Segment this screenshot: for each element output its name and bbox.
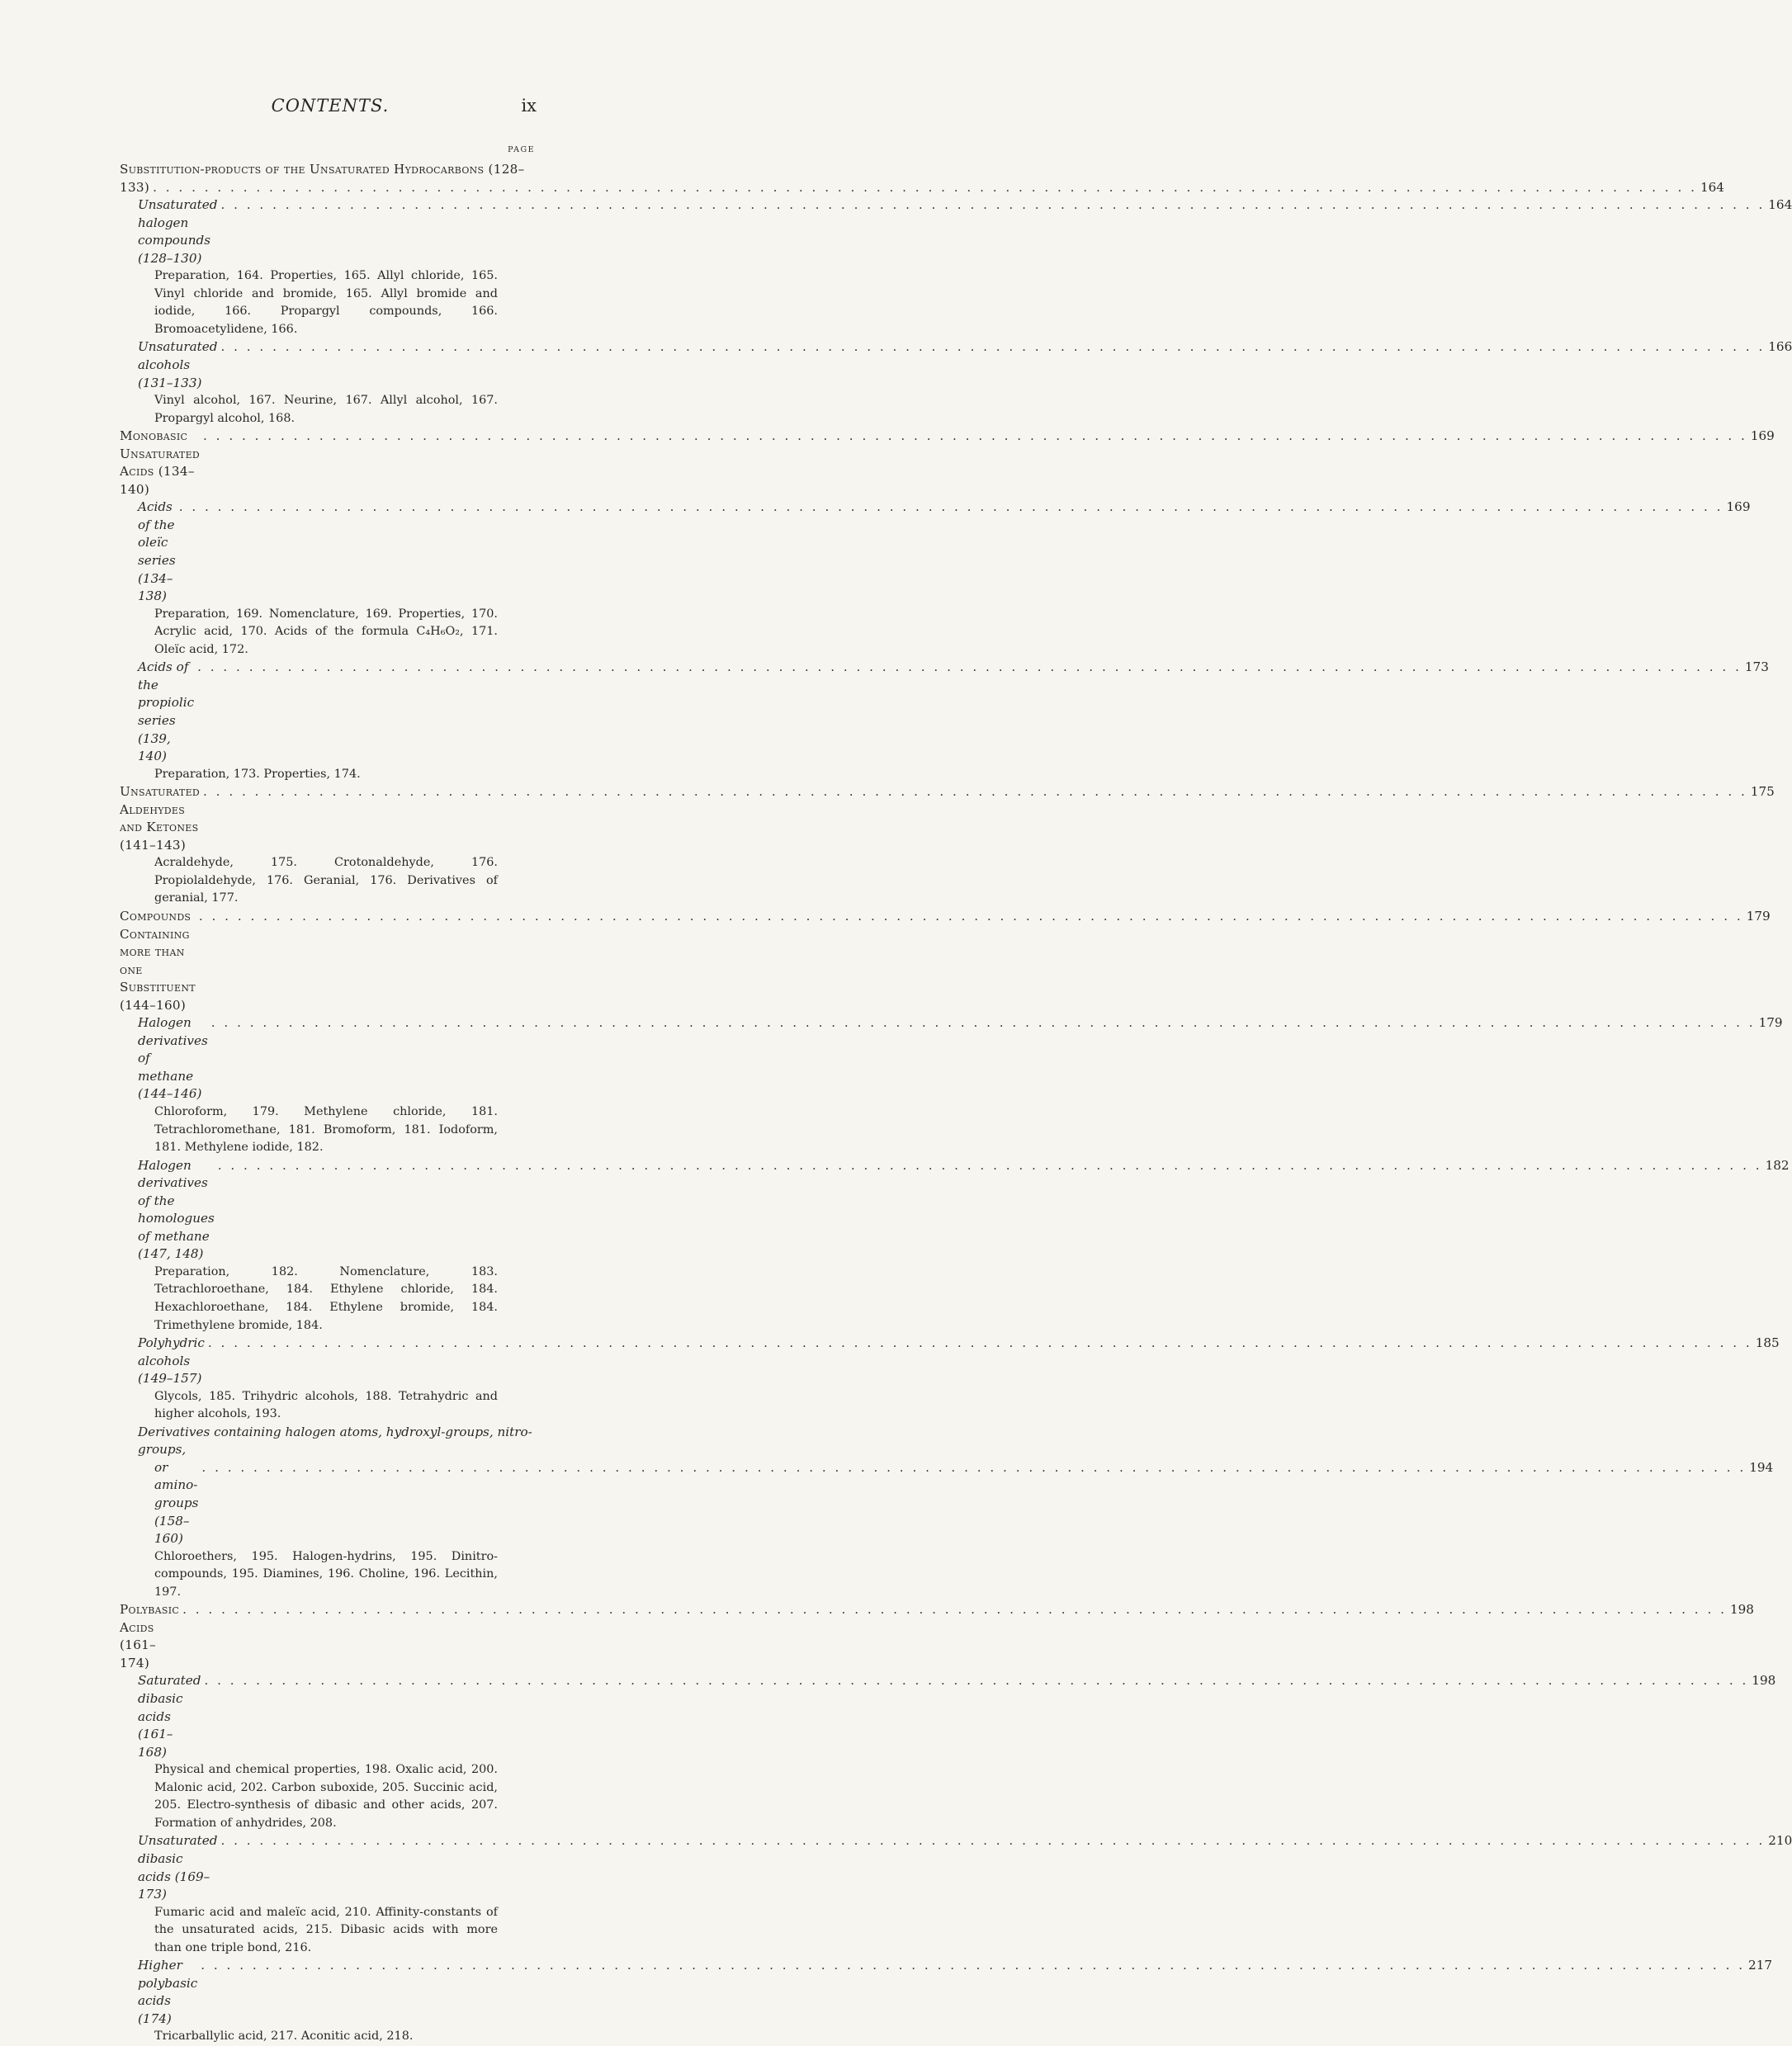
toc-entry-title: Unsaturated dibasic acids (169–173) bbox=[138, 1833, 218, 1902]
toc-entry-title: Halogen derivatives of the homologues of methane (147, 148) bbox=[138, 1157, 215, 1262]
toc-entry-title: Saturated dibasic acids (161–168) bbox=[138, 1673, 201, 1760]
toc-entry-title: Polyhydric alcohols (149–157) bbox=[138, 1335, 205, 1387]
toc-entry-title: Compounds Containing more than one Substituent (144–160) bbox=[120, 908, 196, 1013]
toc-entry-title-line2: or amino-groups (158–160) bbox=[154, 1459, 199, 1547]
toc-subsection-entry bbox=[120, 1832, 1792, 1903]
toc-entry-row bbox=[120, 179, 1724, 197]
toc-page-number: 194 bbox=[1749, 1459, 1774, 1475]
toc-page-number: 164 bbox=[1700, 179, 1724, 195]
toc-page-number: 185 bbox=[1755, 1335, 1780, 1351]
toc-page-number: 175 bbox=[1750, 784, 1775, 800]
toc-subsection-entry bbox=[120, 1335, 1780, 1388]
toc-entry-row bbox=[138, 196, 1792, 267]
toc-subsection-entry bbox=[120, 338, 1792, 392]
toc-page-number: 169 bbox=[1750, 428, 1775, 444]
toc-subsection-entry bbox=[120, 1672, 1776, 1761]
toc-subsection-entry bbox=[120, 1014, 1783, 1103]
toc-subentry-list: Preparation, 182. Nomenclature, 183. Tetrachloroethane, 184. Ethylene chloride, 184. Hexachloroethane, 184. Ethylene bromide, 184. Trimethylene bromide, 184. bbox=[154, 1264, 498, 1332]
running-head-title: CONTENTS. bbox=[271, 96, 390, 116]
toc-entry-title: Halogen derivatives of methane (144–146) bbox=[138, 1015, 208, 1102]
toc-entry-title-line1: Substitution-products of the Unsaturated Hydrocarbons (128– bbox=[120, 162, 525, 177]
dot-leader: . . . . . . . . . . . . . . . . . . . . . . . . . . . . . . . . . . . . . . . . . . . . . . . . . . . . . . . . . . . . . . . . . . . . . . . . . . . . . . . . . . . . . . . . . . . . . . . . . . . . . . . . . . . . . . . . . . . . . . . . bbox=[178, 499, 1723, 515]
dot-leader: . . . . . . . . . . . . . . . . . . . . . . . . . . . . . . . . . . . . . . . . . . . . . . . . . . . . . . . . . . . . . . . . . . . . . . . . . . . . . . . . . . . . . . . . . . . . . . . . . . . . . . . . . . . . . . . . . . . . . . . . bbox=[182, 1602, 1727, 1618]
dot-leader: . . . . . . . . . . . . . . . . . . . . . . . . . . . . . . . . . . . . . . . . . . . . . . . . . . . . . . . . . . . . . . . . . . . . . . . . . . . . . . . . . . . . . . . . . . . . . . . . . . . . . . . . . . . . . . . . . . . . . . . . bbox=[217, 1157, 1762, 1173]
toc-entry-row bbox=[138, 499, 1751, 605]
toc-subentry-list: Vinyl alcohol, 167. Neurine, 167. Allyl alcohol, 167. Propargyl alcohol, 168. bbox=[154, 394, 498, 425]
toc-entry-title: Monobasic Unsaturated Acids (134–140) bbox=[120, 428, 201, 497]
toc-subentry-list: Glycols, 185. Trihydric alcohols, 188. Tetrahydric and higher alcohols, 193. bbox=[154, 1389, 498, 1421]
toc-subsection-entry bbox=[120, 196, 1792, 267]
toc-entry-row bbox=[138, 338, 1792, 392]
dot-leader: . . . . . . . . . . . . . . . . . . . . . . . . . . . . . . . . . . . . . . . . . . . . . . . . . . . . . . . . . . . . . . . . . . . . . . . . . . . . . . . . . . . . . . . . . . . . . . . . . . . . . . . . . . . . . . . . . . . . . . . . bbox=[220, 1833, 1766, 1849]
toc-subentry-list: Preparation, 173. Properties, 174. bbox=[154, 767, 361, 781]
toc-subentry-list: Chloroethers, 195. Halogen-hydrins, 195. Dinitro-compounds, 195. Diamines, 196. Choline, 196. Lecithin, 197. bbox=[154, 1549, 498, 1599]
toc-section-entry bbox=[120, 783, 1775, 854]
toc-entry-row bbox=[120, 428, 1775, 499]
running-head bbox=[0, 96, 660, 120]
toc-entry-title: Acids of the oleïc series (134–138) bbox=[138, 499, 176, 604]
dot-leader: . . . . . . . . . . . . . . . . . . . . . . . . . . . . . . . . . . . . . . . . . . . . . . . . . . . . . . . . . . . . . . . . . . . . . . . . . . . . . . . . . . . . . . . . . . . . . . . . . . . . . . . . . . . . . . . . . . . . . . . . bbox=[204, 1673, 1749, 1689]
toc-page-number: 166 bbox=[1768, 339, 1792, 355]
toc-page-number: 173 bbox=[1744, 659, 1769, 675]
toc-subentry-list: Preparation, 164. Properties, 165. Allyl chloride, 165. Vinyl chloride and bromide, 165. Allyl bromide and iodide, 166. Propargyl compounds, 166. Bromoacetylidene, 166. bbox=[154, 269, 498, 336]
toc-entry-title-line2: 133) bbox=[120, 179, 150, 195]
toc-page-number: 198 bbox=[1752, 1673, 1776, 1689]
toc-subentry-list: Chloroform, 179. Methylene chloride, 181. Tetrachloromethane, 181. Bromoform, 181. Iodoform, 181. Methylene iodide, 182. bbox=[154, 1104, 498, 1155]
toc-entry-row bbox=[138, 1459, 1774, 1548]
dot-leader: . . . . . . . . . . . . . . . . . . . . . . . . . . . . . . . . . . . . . . . . . . . . . . . . . . . . . . . . . . . . . . . . . . . . . . . . . . . . . . . . . . . . . . . . . . . . . . . . . . . . . . . . . . . . . . . . . . . . . . . . bbox=[220, 197, 1766, 213]
toc-subsection-entry bbox=[120, 1957, 1773, 2028]
toc-section-entry bbox=[120, 1601, 1754, 1672]
toc-subsection-entry bbox=[120, 1157, 1790, 1264]
toc-section-entry bbox=[120, 161, 1724, 196]
dot-leader: . . . . . . . . . . . . . . . . . . . . . . . . . . . . . . . . . . . . . . . . . . . . . . . . . . . . . . . . . . . . . . . . . . . . . . . . . . . . . . . . . . . . . . . . . . . . . . . . . . . . . . . . . . . . . . . . . . . . . . . . bbox=[197, 659, 1742, 675]
toc-entry-row bbox=[138, 1014, 1783, 1103]
page-column-label: PAGE bbox=[508, 145, 535, 154]
toc-page-number: 198 bbox=[1729, 1602, 1754, 1618]
toc-entry-row bbox=[138, 1157, 1790, 1264]
toc-entry-row bbox=[138, 1335, 1780, 1388]
toc-entry-title: Unsaturated halogen compounds (128–130) bbox=[138, 197, 218, 266]
toc-section-entry bbox=[120, 908, 1771, 1014]
dot-leader: . . . . . . . . . . . . . . . . . . . . . . . . . . . . . . . . . . . . . . . . . . . . . . . . . . . . . . . . . . . . . . . . . . . . . . . . . . . . . . . . . . . . . . . . . . . . . . . . . . . . . . . . . . . . . . . . . . . . . . . . bbox=[210, 1015, 1756, 1031]
toc-entry-title: Acids of the propiolic series (139, 140) bbox=[138, 659, 195, 764]
toc-section-entry bbox=[120, 428, 1775, 499]
dot-leader: . . . . . . . . . . . . . . . . . . . . . . . . . . . . . . . . . . . . . . . . . . . . . . . . . . . . . . . . . . . . . . . . . . . . . . . . . . . . . . . . . . . . . . . . . . . . . . . . . . . . . . . . . . . . . . . . . . . . . . . . bbox=[201, 1958, 1746, 1973]
toc-subsection-entry bbox=[120, 659, 1769, 765]
dot-leader: . . . . . . . . . . . . . . . . . . . . . . . . . . . . . . . . . . . . . . . . . . . . . . . . . . . . . . . . . . . . . . . . . . . . . . . . . . . . . . . . . . . . . . . . . . . . . . . . . . . . . . . . . . . . . . . . . . . . . . . . bbox=[207, 1335, 1752, 1351]
toc-subentry-list: Preparation, 169. Nomenclature, 169. Properties, 170. Acrylic acid, 170. Acids of the formula C₄H₆O₂, 171. Oleïc acid, 172. bbox=[154, 607, 498, 656]
dot-leader: . . . . . . . . . . . . . . . . . . . . . . . . . . . . . . . . . . . . . . . . . . . . . . . . . . . . . . . . . . . . . . . . . . . . . . . . . . . . . . . . . . . . . . . . . . . . . . . . . . . . . . . . . . . . . . . . . . . . . . . . bbox=[203, 784, 1747, 800]
toc-page-number: 210 bbox=[1768, 1833, 1792, 1849]
toc-subentry-list: Physical and chemical properties, 198. Oxalic acid, 200. Malonic acid, 202. Carbon suboxide, 205. Succinic acid, 205. Electro-synthesis of dibasic and other acids, 207. Formation of anhydrides, 208. bbox=[154, 1763, 498, 1830]
toc-subsection-entry bbox=[120, 499, 1751, 605]
toc-entry-row bbox=[120, 1601, 1754, 1672]
dot-leader: . . . . . . . . . . . . . . . . . . . . . . . . . . . . . . . . . . . . . . . . . . . . . . . . . . . . . . . . . . . . . . . . . . . . . . . . . . . . . . . . . . . . . . . . . . . . . . . . . . . . . . . . . . . . . . . . . . . . . . . . bbox=[203, 428, 1747, 444]
toc-page-number: 179 bbox=[1758, 1015, 1783, 1031]
toc-page-number: 169 bbox=[1726, 499, 1751, 515]
toc-entry-row bbox=[138, 1832, 1792, 1903]
toc-entry-title: Higher polybasic acids (174) bbox=[138, 1958, 198, 2026]
toc-entry-row bbox=[138, 1957, 1773, 2028]
dot-leader: . . . . . . . . . . . . . . . . . . . . . . . . . . . . . . . . . . . . . . . . . . . . . . . . . . . . . . . . . . . . . . . . . . . . . . . . . . . . . . . . . . . . . . . . . . . . . . . . . . . . . . . . . . . . . . . . . . . . . . . . bbox=[153, 179, 1697, 195]
toc-entry-title-line1: Derivatives containing halogen atoms, hydroxyl-groups, nitro-groups, bbox=[138, 1424, 532, 1458]
toc-page-number: 179 bbox=[1746, 908, 1771, 924]
toc-entry-title: Unsaturated Aldehydes and Ketones (141–143) bbox=[120, 784, 201, 853]
dot-leader: . . . . . . . . . . . . . . . . . . . . . . . . . . . . . . . . . . . . . . . . . . . . . . . . . . . . . . . . . . . . . . . . . . . . . . . . . . . . . . . . . . . . . . . . . . . . . . . . . . . . . . . . . . . . . . . . . . . . . . . . bbox=[201, 1459, 1747, 1475]
toc-entry-title: Polybasic Acids (161–174) bbox=[120, 1602, 180, 1670]
toc-subsection-entry bbox=[120, 1424, 1774, 1548]
page-number: ix bbox=[521, 96, 537, 116]
toc-entry-row bbox=[138, 659, 1769, 765]
dot-leader: . . . . . . . . . . . . . . . . . . . . . . . . . . . . . . . . . . . . . . . . . . . . . . . . . . . . . . . . . . . . . . . . . . . . . . . . . . . . . . . . . . . . . . . . . . . . . . . . . . . . . . . . . . . . . . . . . . . . . . . . bbox=[198, 908, 1743, 924]
table-of-contents bbox=[120, 161, 1792, 2046]
toc-page-number: 217 bbox=[1748, 1958, 1773, 1973]
toc-entry-title: Unsaturated alcohols (131–133) bbox=[138, 339, 218, 390]
toc-subentry-list: Tricarballylic acid, 217. Aconitic acid, 218. bbox=[154, 2029, 414, 2044]
toc-entry-row bbox=[138, 1672, 1776, 1761]
toc-page-number: 182 bbox=[1765, 1157, 1790, 1173]
toc-page-number: 164 bbox=[1768, 197, 1792, 213]
toc-entry-row bbox=[120, 908, 1771, 1014]
toc-subentry-list: Acraldehyde, 175. Crotonaldehyde, 176. Propiolaldehyde, 176. Geranial, 176. Derivatives of geranial, 177. bbox=[154, 856, 498, 905]
dot-leader: . . . . . . . . . . . . . . . . . . . . . . . . . . . . . . . . . . . . . . . . . . . . . . . . . . . . . . . . . . . . . . . . . . . . . . . . . . . . . . . . . . . . . . . . . . . . . . . . . . . . . . . . . . . . . . . . . . . . . . . . bbox=[220, 339, 1766, 355]
toc-entry-row bbox=[120, 783, 1775, 854]
toc-subentry-list: Fumaric acid and maleïc acid, 210. Affinity-constants of the unsaturated acids, 215. Dibasic acids with more than one triple bond, 216. bbox=[154, 1905, 498, 1954]
